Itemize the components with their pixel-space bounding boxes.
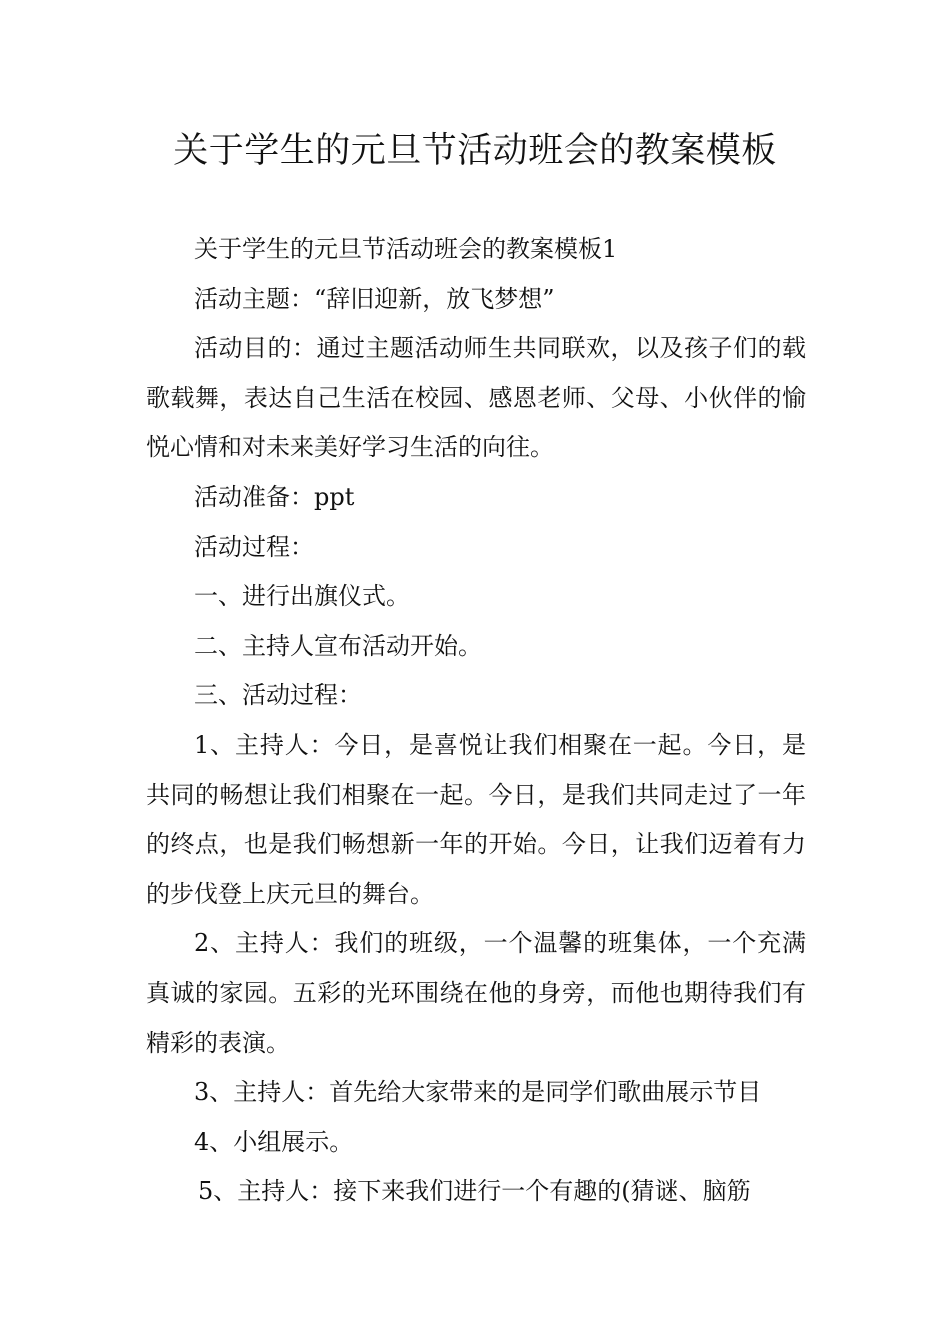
paragraph-group-show: 4、小组展示。: [194, 1127, 354, 1156]
paragraph-heading: 关于学生的元旦节活动班会的教案模板1: [194, 235, 618, 263]
paragraph-process-label: 活动过程：: [194, 532, 314, 561]
paragraph-host-5: 5、主持人：接下来我们进行一个有趣的(猜谜、脑筋: [198, 1177, 751, 1206]
paragraph-preparation: 活动准备：ppt: [194, 482, 355, 511]
paragraph-step-2: 二、主持人宣布活动开始。: [194, 631, 482, 660]
paragraph-step-3: 三、活动过程：: [194, 681, 362, 710]
paragraph-host-2: 2、主持人：我们的班级，一个温馨的班集体，一个充满真诚的家园。五彩的光环围绕在他的身旁，而他也期待我们有精彩的表演。: [146, 929, 806, 1057]
document-title: 关于学生的元旦节活动班会的教案模板: [173, 131, 777, 171]
paragraph-theme: 活动主题：“辞旧迎新，放飞梦想”: [194, 284, 555, 313]
document-body: [146, 225, 806, 1217]
paragraph-purpose: 活动目的：通过主题活动师生共同联欢，以及孩子们的载歌载舞，表达自己生活在校园、感恩老师、父母、小伙伴的愉悦心情和对未来美好学习生活的向往。: [146, 334, 806, 462]
paragraph-host-1: 1、主持人：今日，是喜悦让我们相聚在一起。今日，是共同的畅想让我们相聚在一起。今日，是我们共同走过了一年的终点，也是我们畅想新一年的开始。今日，让我们迈着有力的步伐登上庆元旦的舞台。: [146, 730, 806, 908]
paragraph-step-1: 一、进行出旗仪式。: [194, 582, 410, 611]
paragraph-host-3: 3、主持人：首先给大家带来的是同学们歌曲展示节目: [194, 1078, 762, 1107]
